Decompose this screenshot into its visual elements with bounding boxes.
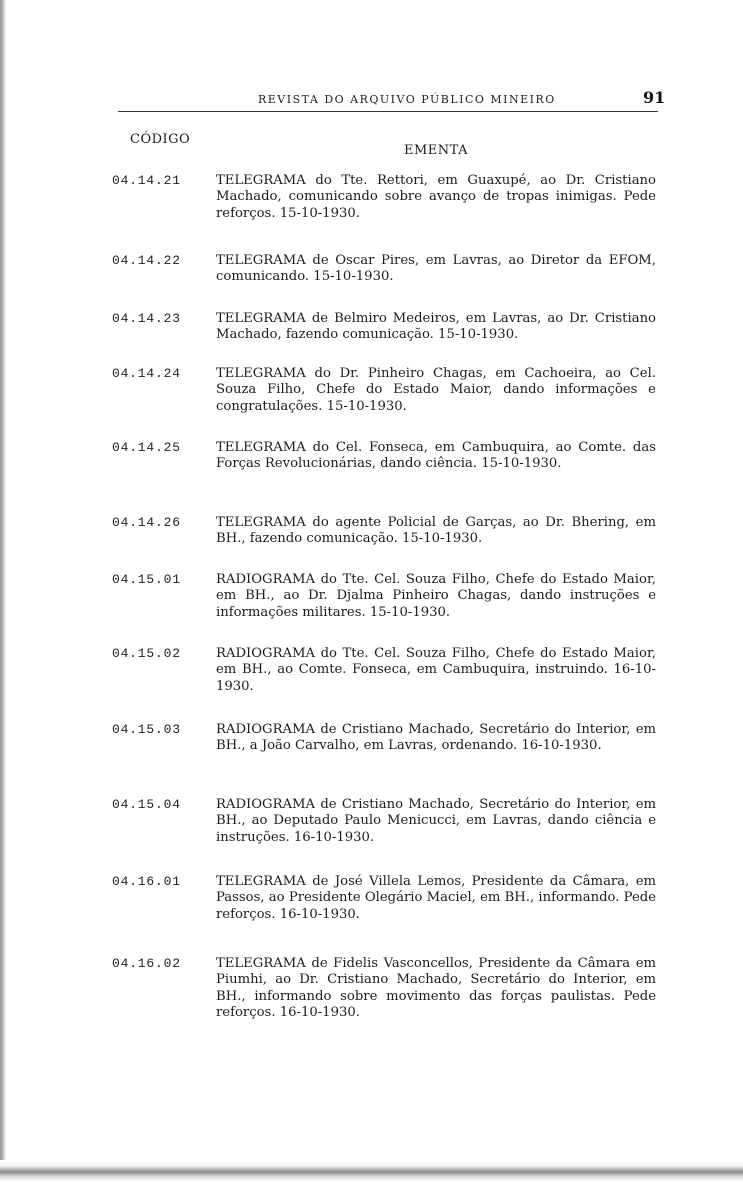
scan-edge-bottom: [0, 1160, 743, 1197]
entry-code: 04.14.23: [112, 311, 181, 326]
page-header: [118, 88, 666, 120]
column-heading-ementa: EMENTA: [404, 143, 469, 158]
entry-code: 04.14.26: [112, 515, 181, 530]
entry-code: 04.14.24: [112, 366, 181, 381]
entry-text: RADIOGRAMA de Cristiano Machado, Secretário do Interior, em BH., ao Deputado Paulo Menicucci, em Lavras, dando ciência e instruções. 16-10-1930.: [216, 797, 656, 845]
entry-text: TELEGRAMA do Dr. Pinheiro Chagas, em Cachoeira, ao Cel. Souza Filho, Chefe do Estado Maior, dando informações e congratulações. 15-10-1930.: [216, 366, 656, 414]
entry-code: 04.15.03: [112, 722, 181, 737]
scan-edge-left: [0, 0, 6, 1197]
page-number: 91: [643, 88, 666, 107]
entry-code: 04.14.22: [112, 253, 181, 268]
entry-text: TELEGRAMA de José Villela Lemos, Presidente da Câmara, em Passos, ao Presidente Olegário Maciel, em BH., informando. Pede reforços. 16-10-1930.: [216, 874, 656, 922]
entry-code: 04.16.01: [112, 874, 181, 889]
entry-code: 04.15.04: [112, 797, 181, 812]
entry-text: TELEGRAMA de Fidelis Vasconcellos, Presidente da Câmara em Piumhi, ao Dr. Cristiano Machado, Secretário do Interior, em BH., informando sobre movimento das forças paulistas. Pede reforços. 16-10-1930.: [216, 956, 656, 1021]
entry-text: RADIOGRAMA de Cristiano Machado, Secretário do Interior, em BH., a João Carvalho, em Lavras, ordenando. 16-10-1930.: [216, 722, 656, 754]
entry-text: RADIOGRAMA do Tte. Cel. Souza Filho, Chefe do Estado Maior, em BH., ao Dr. Djalma Pinheiro Chagas, dando instruções e informações militares. 15-10-1930.: [216, 572, 656, 620]
entry-code: 04.15.01: [112, 572, 181, 587]
entry-code: 04.15.02: [112, 646, 181, 661]
entry-text: RADIOGRAMA do Tte. Cel. Souza Filho, Chefe do Estado Maior, em BH., ao Comte. Fonseca, em Cambuquira, instruindo. 16-10-1930.: [216, 646, 656, 694]
entry-code: 04.16.02: [112, 956, 181, 971]
entry-text: TELEGRAMA de Oscar Pires, em Lavras, ao Diretor da EFOM, comunicando. 15-10-1930.: [216, 253, 656, 285]
column-heading-code: CÓDIGO: [130, 132, 191, 147]
entry-text: TELEGRAMA do Cel. Fonseca, em Cambuquira, ao Comte. das Forças Revolucionárias, dando ciência. 15-10-1930.: [216, 440, 656, 472]
entry-code: 04.14.25: [112, 440, 181, 455]
entry-text: TELEGRAMA de Belmiro Medeiros, em Lavras, ao Dr. Cristiano Machado, fazendo comunicação. 15-10-1930.: [216, 311, 656, 343]
running-title: REVISTA DO ARQUIVO PÚBLICO MINEIRO: [258, 93, 556, 106]
entry-text: TELEGRAMA do agente Policial de Garças, ao Dr. Bhering, em BH., fazendo comunicação. 15-10-1930.: [216, 515, 656, 547]
header-rule: [118, 111, 658, 112]
entry-text: TELEGRAMA do Tte. Rettori, em Guaxupé, ao Dr. Cristiano Machado, comunicando sobre avanço de tropas inimigas. Pede reforços. 15-10-1930.: [216, 173, 656, 221]
entry-code: 04.14.21: [112, 173, 181, 188]
